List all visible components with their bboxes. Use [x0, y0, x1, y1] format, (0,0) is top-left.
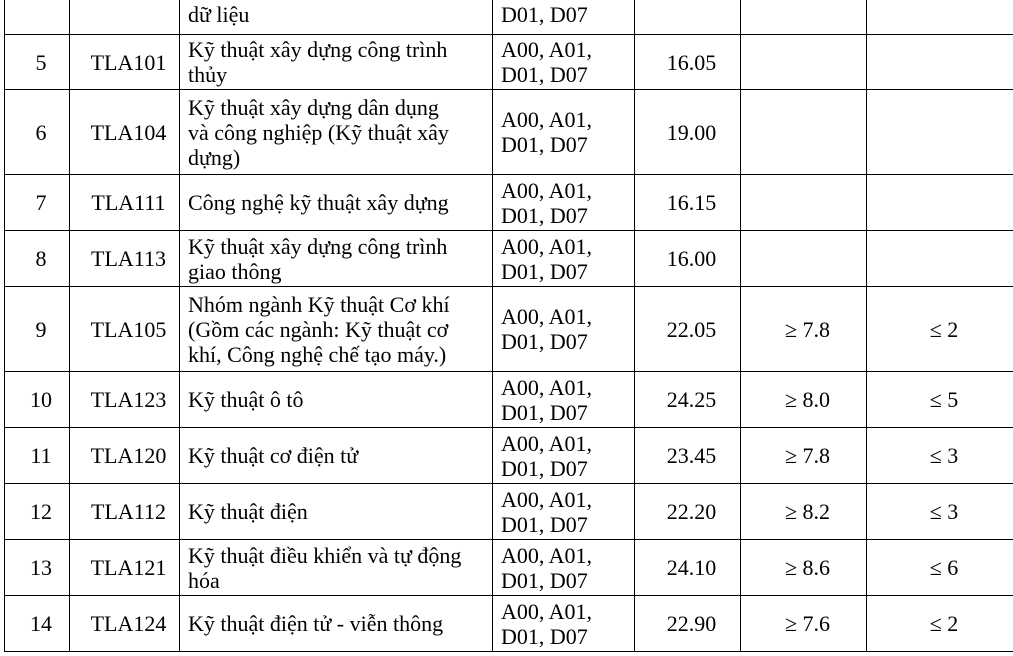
admission-score-cell — [635, 0, 741, 35]
average-score-criterion-cell — [741, 231, 867, 287]
admission-score-cell: 19.00 — [635, 90, 741, 175]
major-name-cell-line: (Gồm các ngành: Kỹ thuật cơ — [188, 316, 449, 342]
major-name-cell — [180, 372, 493, 428]
major-name-cell-line: Kỹ thuật ô tô — [188, 387, 304, 412]
subject-combination-cell — [493, 372, 635, 428]
admission-score-cell: 16.15 — [635, 175, 741, 231]
average-score-criterion-cell: ≥ 7.8 — [741, 428, 867, 484]
major-code-cell — [70, 0, 180, 35]
subject-combination-cell-line: A00, A01, — [501, 304, 593, 329]
major-name-cell-line: Kỹ thuật điều khiển và tự động — [188, 542, 462, 568]
average-score-criterion-cell — [741, 0, 867, 35]
major-name-cell — [180, 596, 493, 652]
major-name-cell-line: Kỹ thuật cơ điện tử — [188, 443, 359, 468]
priority-order-criterion-cell — [867, 90, 1013, 175]
major-code-cell: TLA112 — [70, 484, 180, 540]
subject-combination-cell — [493, 287, 635, 372]
row-number-cell: 8 — [5, 231, 70, 287]
major-code-cell: TLA101 — [70, 35, 180, 90]
row-number-cell: 10 — [5, 372, 70, 428]
subject-combination-cell — [493, 231, 635, 287]
subject-combination-cell-line: D01, D07 — [501, 623, 588, 649]
major-name-cell — [180, 428, 493, 484]
row-number-cell: 5 — [5, 35, 70, 90]
table-row — [5, 484, 1013, 540]
subject-combination-cell — [493, 0, 635, 35]
subject-combination-cell-line: A00, A01, — [501, 374, 593, 400]
priority-order-criterion-cell: ≤ 5 — [867, 372, 1013, 428]
table-row — [5, 0, 1013, 35]
major-name-cell — [180, 231, 493, 287]
table-row — [5, 596, 1013, 652]
table-body — [5, 0, 1013, 652]
subject-combination-cell-line: D01, D07 — [501, 62, 588, 87]
major-name-cell-line: Kỹ thuật xây dựng dân dụng — [188, 94, 439, 120]
major-name-cell-line: Kỹ thuật xây dựng công trình — [188, 37, 448, 62]
major-name-cell — [180, 287, 493, 372]
admission-score-cell: 22.20 — [635, 484, 741, 540]
subject-combination-cell-line: D01, D07 — [501, 399, 588, 425]
average-score-criterion-cell: ≥ 8.0 — [741, 372, 867, 428]
subject-combination-cell-line: D01, D07 — [501, 132, 588, 157]
major-name-cell-line: dựng) — [188, 144, 241, 170]
major-code-cell: TLA123 — [70, 372, 180, 428]
subject-combination-cell — [493, 428, 635, 484]
average-score-criterion-cell — [741, 175, 867, 231]
subject-combination-cell-line: A00, A01, — [501, 107, 593, 132]
subject-combination-cell — [493, 596, 635, 652]
priority-order-criterion-cell: ≤ 2 — [867, 287, 1013, 372]
priority-order-criterion-cell: ≤ 2 — [867, 596, 1013, 652]
admission-score-cell: 24.25 — [635, 372, 741, 428]
table-row — [5, 372, 1013, 428]
subject-combination-cell-line: A00, A01, — [501, 177, 593, 203]
average-score-criterion-cell: ≥ 8.6 — [741, 540, 867, 596]
row-number-cell: 14 — [5, 596, 70, 652]
subject-combination-cell-line: A00, A01, — [501, 598, 593, 624]
priority-order-criterion-cell: ≤ 3 — [867, 484, 1013, 540]
major-name-cell-line: giao thông — [188, 258, 282, 284]
subject-combination-cell — [493, 540, 635, 596]
major-code-cell: TLA113 — [70, 231, 180, 287]
major-code-cell: TLA111 — [70, 175, 180, 231]
subject-combination-cell-line: D01, D07 — [501, 455, 588, 481]
major-name-cell-line: Kỹ thuật điện tử - viễn thông — [188, 611, 444, 636]
priority-order-criterion-cell: ≤ 3 — [867, 428, 1013, 484]
major-name-cell-line: Kỹ thuật xây dựng công trình — [188, 233, 448, 259]
subject-combination-cell — [493, 175, 635, 231]
major-name-cell-line: khí, Công nghệ chế tạo máy.) — [188, 341, 447, 367]
subject-combination-cell-line: D01, D07 — [501, 202, 588, 228]
admission-score-cell: 22.05 — [635, 287, 741, 372]
row-number-cell: 11 — [5, 428, 70, 484]
admission-score-cell: 16.00 — [635, 231, 741, 287]
subject-combination-cell-line: D01, D07 — [501, 258, 588, 284]
subject-combination-cell — [493, 484, 635, 540]
major-code-cell: TLA105 — [70, 287, 180, 372]
table-row — [5, 287, 1013, 372]
admission-score-cell: 16.05 — [635, 35, 741, 90]
subject-combination-cell-line: A00, A01, — [501, 233, 593, 259]
priority-order-criterion-cell: ≤ 6 — [867, 540, 1013, 596]
row-number-cell: 6 — [5, 90, 70, 175]
priority-order-criterion-cell — [867, 175, 1013, 231]
subject-combination-cell-line: A00, A01, — [501, 486, 593, 512]
priority-order-criterion-cell — [867, 231, 1013, 287]
subject-combination-cell-line: A00, A01, — [501, 542, 593, 568]
major-name-cell — [180, 484, 493, 540]
admission-score-cell: 24.10 — [635, 540, 741, 596]
admission-score-cell: 22.90 — [635, 596, 741, 652]
subject-combination-cell-line: A00, A01, — [501, 430, 593, 456]
average-score-criterion-cell: ≥ 7.8 — [741, 287, 867, 372]
table-row — [5, 428, 1013, 484]
admission-score-cell: 23.45 — [635, 428, 741, 484]
subject-combination-cell-line: D01, D07 — [501, 329, 588, 354]
subject-combination-cell-line: D01, D07 — [501, 567, 588, 593]
major-name-cell-line: Công nghệ kỹ thuật xây dựng — [188, 190, 449, 215]
table-row — [5, 231, 1013, 287]
major-code-cell: TLA120 — [70, 428, 180, 484]
average-score-criterion-cell: ≥ 7.6 — [741, 596, 867, 652]
subject-combination-cell — [493, 90, 635, 175]
major-name-cell — [180, 0, 493, 35]
priority-order-criterion-cell — [867, 0, 1013, 35]
major-name-cell-line: và công nghiệp (Kỹ thuật xây — [188, 119, 449, 145]
major-name-cell — [180, 35, 493, 90]
average-score-criterion-cell — [741, 35, 867, 90]
row-number-cell: 9 — [5, 287, 70, 372]
subject-combination-cell-line: A00, A01, — [501, 37, 593, 62]
major-name-cell-line: dữ liệu — [188, 2, 250, 27]
subject-combination-cell-line: D01, D07 — [501, 511, 588, 537]
row-number-cell — [5, 0, 70, 35]
table-row — [5, 175, 1013, 231]
priority-order-criterion-cell — [867, 35, 1013, 90]
major-name-cell-line: thủy — [188, 62, 228, 87]
row-number-cell: 13 — [5, 540, 70, 596]
major-name-cell-line: Nhóm ngành Kỹ thuật Cơ khí — [188, 291, 450, 317]
table-row — [5, 90, 1013, 175]
major-code-cell: TLA124 — [70, 596, 180, 652]
major-name-cell — [180, 540, 493, 596]
table-row — [5, 35, 1013, 90]
major-name-cell-line: hóa — [188, 567, 220, 593]
major-name-cell — [180, 175, 493, 231]
row-number-cell: 12 — [5, 484, 70, 540]
admissions-table — [4, 0, 1013, 652]
subject-combination-cell-line: D01, D07 — [501, 2, 588, 27]
major-name-cell — [180, 90, 493, 175]
average-score-criterion-cell: ≥ 8.2 — [741, 484, 867, 540]
major-name-cell-line: Kỹ thuật điện — [188, 499, 308, 524]
major-code-cell: TLA104 — [70, 90, 180, 175]
subject-combination-cell — [493, 35, 635, 90]
major-code-cell: TLA121 — [70, 540, 180, 596]
average-score-criterion-cell — [741, 90, 867, 175]
row-number-cell: 7 — [5, 175, 70, 231]
table-row — [5, 540, 1013, 596]
